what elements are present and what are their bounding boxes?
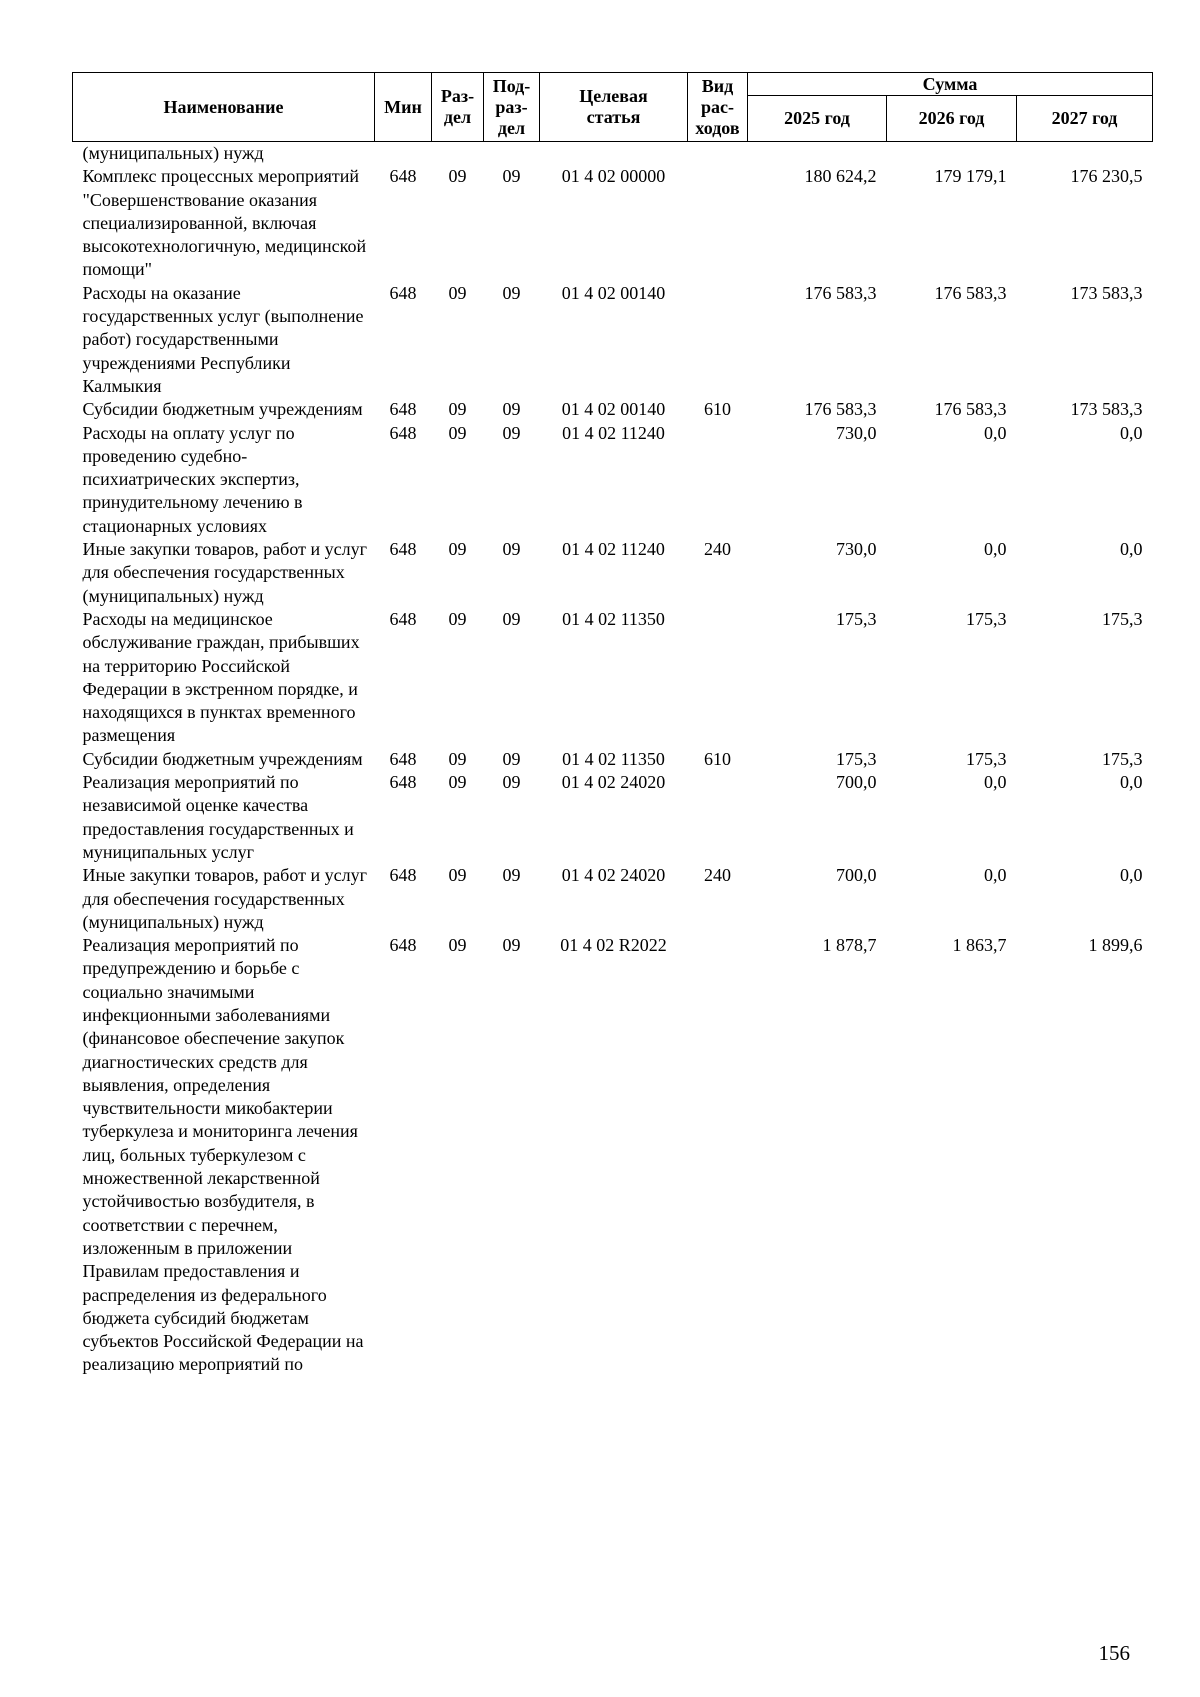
cell-podrazdel: 09: [502, 166, 521, 187]
cell-podrazdel: 09: [502, 935, 521, 956]
cell-celevaya-statya: 01 4 02 00140: [561, 399, 666, 420]
cell-year-2025: 700,0: [836, 865, 877, 886]
table-row: [73, 142, 1153, 166]
budget-table-page: [72, 72, 1152, 1377]
header-razdel: Раз- дел: [432, 73, 484, 142]
cell-razdel: [432, 142, 484, 166]
cell-year-2025: 180 624,2: [804, 166, 877, 187]
cell-name: Расходы на оказание государственных услуг (выполнение работ) государственными учреждениями Республики Калмыкия: [82, 282, 364, 396]
cell-vid-rashodov: [688, 282, 748, 398]
table-row: [73, 422, 1153, 538]
table-row: [73, 934, 1153, 1377]
table-row: [73, 771, 1153, 864]
cell-min: 648: [389, 539, 417, 560]
cell-podrazdel: [484, 142, 540, 166]
cell-year-2027: 1 899,6: [1088, 935, 1143, 956]
cell-vid-rashodov: [688, 608, 748, 748]
cell-razdel: 09: [448, 282, 467, 303]
cell-min: 648: [389, 608, 417, 629]
cell-name: Расходы на медицинское обслуживание граждан, прибывших на территорию Российской Федерации в экстренном порядке, и находящихся в пунктах временного размещения: [82, 608, 360, 746]
cell-vid-rashodov: [688, 771, 748, 864]
cell-year-2027: 176 230,5: [1070, 166, 1143, 187]
header-year-2027: 2027 год: [1017, 96, 1153, 142]
cell-name: Реализация мероприятий по независимой оценке качества предоставления государственных и муниципальных услуг: [82, 772, 354, 862]
cell-min: 648: [389, 399, 417, 420]
cell-name: Субсидии бюджетным учреждениям: [82, 748, 363, 769]
cell-celevaya-statya: 01 4 02 24020: [561, 865, 666, 886]
cell-name: Иные закупки товаров, работ и услуг для обеспечения государственных (муниципальных) нужд: [82, 539, 367, 606]
cell-year-2025: 730,0: [836, 539, 877, 560]
cell-podrazdel: 09: [502, 608, 521, 629]
cell-year-2027: 175,3: [1102, 748, 1143, 769]
cell-podrazdel: 09: [502, 772, 521, 793]
cell-celevaya-statya: 01 4 02 11240: [562, 539, 665, 560]
cell-podrazdel: 09: [502, 539, 521, 560]
cell-razdel: 09: [448, 422, 467, 443]
cell-razdel: 09: [448, 399, 467, 420]
table-row: [73, 538, 1153, 608]
table-body: [73, 142, 1153, 1377]
header-celevaya-statya: Целевая статья: [540, 73, 688, 142]
cell-year-2025: 175,3: [836, 748, 877, 769]
cell-year-2025: 730,0: [836, 422, 877, 443]
cell-year-2027: 0,0: [1120, 865, 1143, 886]
cell-name: (муниципальных) нужд: [82, 143, 264, 163]
cell-year-2026: 175,3: [966, 608, 1007, 629]
page-number: 156: [1098, 1641, 1130, 1665]
cell-podrazdel: 09: [502, 399, 521, 420]
cell-year-2026: [887, 142, 1017, 166]
header-year-2026: 2026 год: [887, 96, 1017, 142]
cell-min: 648: [389, 748, 417, 769]
table-row: [73, 608, 1153, 748]
cell-min: 648: [389, 166, 417, 187]
cell-vid-rashodov: 240: [704, 539, 731, 560]
cell-year-2025: 1 878,7: [822, 935, 877, 956]
table-row: [73, 398, 1153, 421]
cell-min: 648: [389, 422, 417, 443]
cell-min: 648: [389, 772, 417, 793]
header-min: Мин: [375, 73, 432, 142]
cell-min: 648: [389, 935, 417, 956]
cell-podrazdel: 09: [502, 282, 521, 303]
cell-year-2026: 0,0: [984, 539, 1007, 560]
cell-podrazdel: 09: [502, 865, 521, 886]
cell-vid-rashodov: [688, 142, 748, 166]
cell-celevaya-statya: [540, 142, 688, 166]
cell-vid-rashodov: 610: [704, 748, 731, 769]
cell-razdel: 09: [448, 539, 467, 560]
table-row: [73, 165, 1153, 281]
table-row: [73, 282, 1153, 398]
cell-razdel: 09: [448, 865, 467, 886]
cell-year-2027: 173 583,3: [1070, 399, 1143, 420]
cell-year-2026: 0,0: [984, 772, 1007, 793]
cell-year-2026: 0,0: [984, 865, 1007, 886]
header-podrazdel: Под- раз- дел: [484, 73, 540, 142]
cell-vid-rashodov: 240: [704, 865, 731, 886]
cell-year-2027: 0,0: [1120, 422, 1143, 443]
cell-celevaya-statya: 01 4 02 24020: [561, 772, 666, 793]
cell-razdel: 09: [448, 748, 467, 769]
header-name: Наименование: [73, 73, 375, 142]
cell-year-2025: 700,0: [836, 772, 877, 793]
cell-vid-rashodov: [688, 165, 748, 281]
header-vid-rashodov: Вид рас- ходов: [688, 73, 748, 142]
table-row: [73, 864, 1153, 934]
cell-year-2027: [1017, 142, 1153, 166]
cell-year-2025: 176 583,3: [804, 282, 877, 303]
cell-year-2027: 0,0: [1120, 539, 1143, 560]
cell-celevaya-statya: 01 4 02 11350: [562, 608, 665, 629]
cell-razdel: 09: [448, 608, 467, 629]
cell-year-2025: [748, 142, 887, 166]
cell-name: Иные закупки товаров, работ и услуг для обеспечения государственных (муниципальных) нужд: [82, 865, 367, 932]
cell-celevaya-statya: 01 4 02 00000: [561, 166, 666, 187]
cell-razdel: 09: [448, 935, 467, 956]
cell-podrazdel: 09: [502, 748, 521, 769]
cell-celevaya-statya: 01 4 02 R2022: [560, 935, 667, 956]
cell-celevaya-statya: 01 4 02 11350: [562, 748, 665, 769]
cell-vid-rashodov: 610: [704, 399, 731, 420]
cell-name: Комплекс процессных мероприятий "Совершенствование оказания специализированной, включая высокотехнологичную, медицинской помощи": [82, 166, 367, 280]
budget-table: [72, 72, 1153, 1377]
cell-vid-rashodov: [688, 422, 748, 538]
cell-min: 648: [389, 865, 417, 886]
cell-name: Расходы на оплату услуг по проведению судебно-психиатрических экспертиз, принудительному лечению в стационарных условиях: [82, 422, 303, 536]
cell-name: Субсидии бюджетным учреждениям: [82, 399, 363, 420]
cell-vid-rashodov: [688, 934, 748, 1377]
cell-year-2027: 0,0: [1120, 772, 1143, 793]
cell-year-2026: 175,3: [966, 748, 1007, 769]
cell-year-2026: 176 583,3: [934, 282, 1007, 303]
cell-celevaya-statya: 01 4 02 11240: [562, 422, 665, 443]
cell-year-2027: 173 583,3: [1070, 282, 1143, 303]
cell-year-2025: 175,3: [836, 608, 877, 629]
cell-podrazdel: 09: [502, 422, 521, 443]
cell-year-2027: 175,3: [1102, 608, 1143, 629]
cell-year-2026: 1 863,7: [952, 935, 1007, 956]
cell-min: [375, 142, 432, 166]
cell-razdel: 09: [448, 166, 467, 187]
cell-year-2026: 0,0: [984, 422, 1007, 443]
header-summa: Сумма: [748, 73, 1153, 96]
table-header: [73, 73, 1153, 142]
cell-year-2025: 176 583,3: [804, 399, 877, 420]
header-year-2025: 2025 год: [748, 96, 887, 142]
cell-year-2026: 179 179,1: [934, 166, 1007, 187]
cell-name: Реализация мероприятий по предупреждению и борьбе с социально значимыми инфекционными заболеваниями (финансовое обеспечение закупок диагностических средств для выявления, определения чувствительности микобактерии туберкулеза и мониторинга лечения лиц, больных туберкулезом с множественной лекарственной устойчивостью возбудителя, в соответствии с перечнем, изложенным в приложении Правилам предоставления и распределения из федерального бюджета субсидий бюджетам субъектов Российской Федерации на реализацию мероприятий по: [82, 935, 364, 1375]
cell-min: 648: [389, 282, 417, 303]
cell-celevaya-statya: 01 4 02 00140: [561, 282, 666, 303]
table-row: [73, 748, 1153, 771]
cell-razdel: 09: [448, 772, 467, 793]
cell-year-2026: 176 583,3: [934, 399, 1007, 420]
